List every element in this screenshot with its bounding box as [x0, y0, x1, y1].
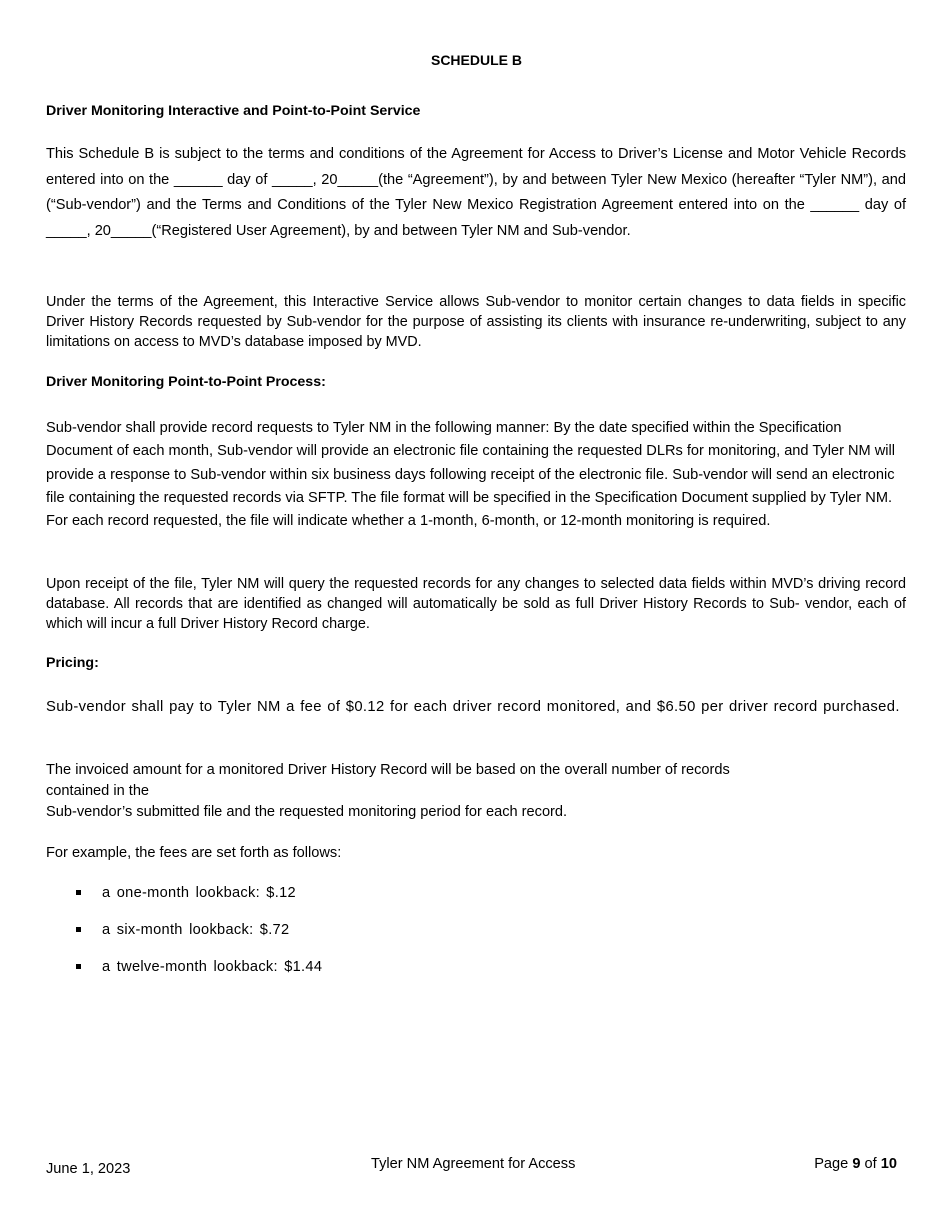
paragraph-pricing: Sub-vendor shall pay to Tyler NM a fee of $0.12 for each driver record monitored, and $6.50 per driver record purchased. — [46, 699, 900, 715]
invoice-line-1: The invoiced amount for a monitored Driver History Record will be based on the overall number of records — [46, 762, 730, 778]
paragraph-example: For example, the fees are set forth as follows: — [46, 845, 342, 861]
section-heading-pricing: Pricing: — [46, 655, 99, 671]
section-heading-process: Driver Monitoring Point-to-Point Process: — [46, 374, 326, 390]
footer-title: Tyler NM Agreement for Access — [371, 1156, 576, 1172]
paragraph-agreement-terms: Under the terms of the Agreement, this Interactive Service allows Sub-vendor to monitor certain changes to data fields in specific Driver History Records requested by Sub-vendor for the purpose of assisting its clients with insurance re-underwriting, subject to any limitations on access to MVD’s database imposed by MVD. — [46, 294, 906, 350]
fee-example-list — [46, 880, 322, 991]
page-title: SCHEDULE B — [430, 52, 522, 68]
section-heading-service: Driver Monitoring Interactive and Point-to-Point Service — [46, 103, 421, 119]
list-item: a twelve-month lookback: $1.44 — [46, 954, 322, 991]
invoice-line-2: contained in the — [46, 783, 150, 799]
paragraph-invoice — [46, 760, 906, 823]
bullet-square-icon — [76, 890, 81, 895]
bullet-square-icon — [76, 927, 81, 932]
paragraph-intro: This Schedule B is subject to the terms and conditions of the Agreement for Access to Driver’s License and Motor Vehicle Records entered into on the ______ day of _____, 20_____(the “Agreement”), by and between Tyler New Mexico (hereafter “Tyler NM”), and (“Sub-vendor”) and the Terms and Conditions of the Tyler New Mexico Registration Agreement entered into on the ______ day of _____, 20_____(“Registered User Agreement), by and between Tyler NM and Sub-vendor. — [46, 146, 906, 239]
bullet-square-icon — [76, 964, 81, 969]
paragraph-process: Sub-vendor shall provide record requests to Tyler NM in the following manner: By the date specified within the Specification Document of each month, Sub-vendor will provide an electronic file containing the requested DLRs for monitoring, and Tyler NM will provide a response to Sub-vendor within six business days following receipt of the electronic file. Sub-vendor will send an electronic file containing the requested records via SFTP. The file format will be specified in the Specification Document supplied by Tyler NM. For each record requested, the file will indicate whether a 1-month, 6-month, or 12-month monitoring is required. — [46, 420, 896, 530]
list-item: a one-month lookback: $.12 — [46, 880, 322, 917]
footer-page-number: Page 9 of 10 — [814, 1156, 897, 1172]
paragraph-query: Upon receipt of the file, Tyler NM will query the requested records for any changes to selected data fields within MVD’s driving record database. All records that are identified as changed will automatically be sold as full Driver History Records to Sub- vendor, each of which will incur a full Driver History Record charge. — [46, 576, 906, 632]
invoice-line-3: Sub-vendor’s submitted file and the requested monitoring period for each record. — [46, 804, 568, 820]
list-item: a six-month lookback: $.72 — [46, 917, 322, 954]
footer-date: June 1, 2023 — [46, 1161, 131, 1177]
